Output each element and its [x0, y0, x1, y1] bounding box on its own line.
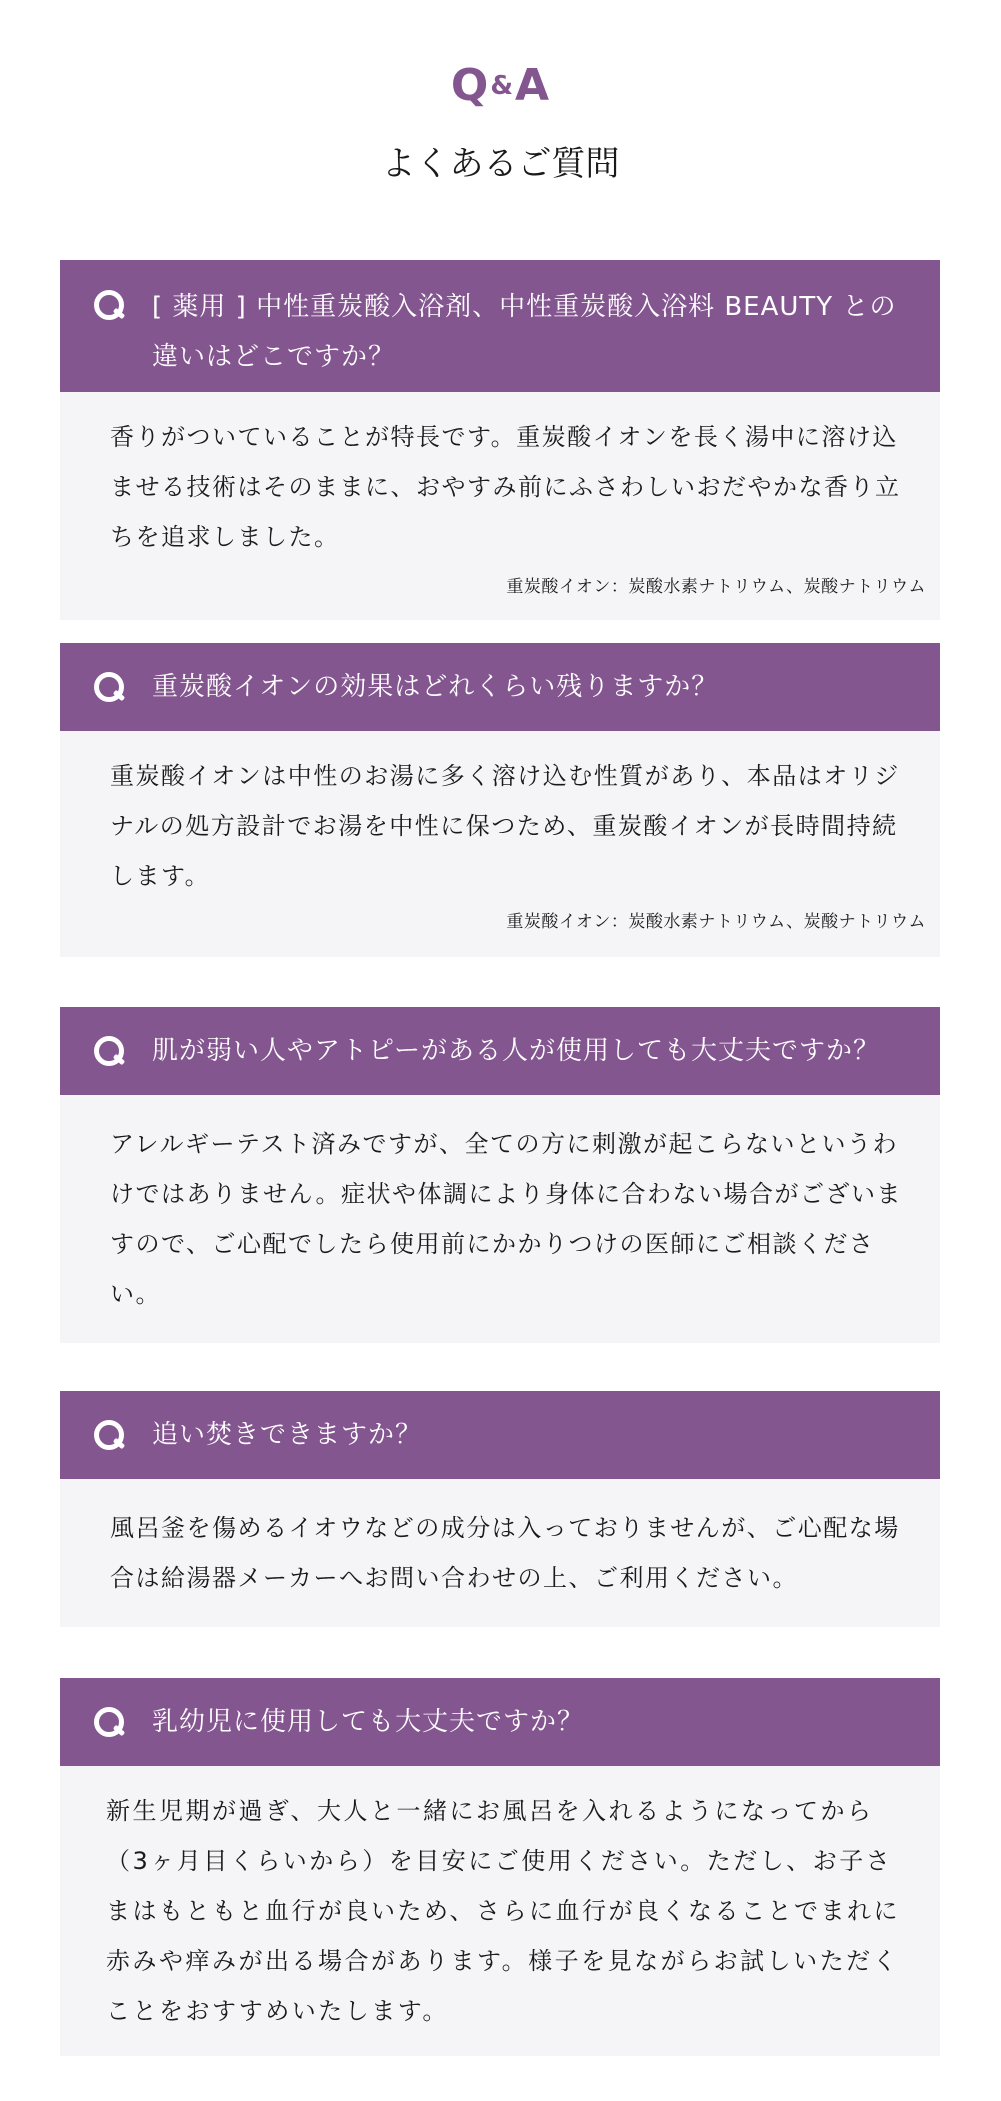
question-bar	[60, 1007, 940, 1095]
answer-text: 風呂釜を傷めるイオウなどの成分は入っておりませんが、ご心配な場合は給湯器メーカーへお問い合わせの上、ご利用ください。	[110, 1514, 900, 1592]
answer-box	[60, 1766, 940, 2056]
answer-footnote: 重炭酸イオン：炭酸水素ナトリウム、炭酸ナトリウム	[506, 577, 926, 597]
answer-text: 重炭酸イオンは中性のお湯に多く溶け込む性質があり、本品はオリジナルの処方設計でお湯を中性に保つため、重炭酸イオンが長時間持続します。	[110, 762, 900, 890]
qa-logo-mark	[0, 58, 1001, 114]
question-text: 追い焚きできますか？	[152, 1420, 423, 1450]
qa-item-1	[60, 260, 940, 620]
answer-box	[60, 392, 940, 620]
question-text: 肌が弱い人やアトピーがある人が使用しても大丈夫ですか？	[152, 1036, 880, 1066]
answer-text: アレルギーテスト済みですが、全ての方に刺激が起こらないというわけではありません。症状や体調により身体に合わない場合がございますので、ご心配でしたら使用前にかかりつけの医師にご相談ください。	[110, 1130, 902, 1308]
qa-item-2	[60, 643, 940, 957]
answer-text: 香りがついていることが特長です。重炭酸イオンを長く湯中に溶け込ませる技術はそのままに、おやすみ前にふさわしいおだやかな香り立ちを追求しました。	[110, 423, 901, 551]
answer-box	[60, 1095, 940, 1343]
q-icon	[94, 290, 124, 320]
answer-box	[60, 731, 940, 957]
logo-letter-q: Q	[450, 60, 490, 111]
answer-footnote: 重炭酸イオン：炭酸水素ナトリウム、炭酸ナトリウム	[506, 912, 926, 932]
question-text: [ 薬用 ] 中性重炭酸入浴剤、中性重炭酸入浴料 BEAUTY との違いはどこですか？	[152, 292, 897, 372]
question-bar	[60, 1678, 940, 1766]
q-icon	[94, 1420, 124, 1450]
question-bar	[60, 643, 940, 731]
qa-item-5	[60, 1678, 940, 2056]
question-bar	[60, 1391, 940, 1479]
question-text: 乳幼児に使用しても大丈夫ですか？	[152, 1707, 585, 1737]
q-icon	[94, 1707, 124, 1737]
answer-text: 新生児期が過ぎ、大人と一緒にお風呂を入れるようになってから（3ヶ月目くらいから）を目安にご使用ください。ただし、お子さまはもともと血行が良いため、さらに血行が良くなることでまれに赤みや痒みが出る場合があります。様子を見ながらお試しいただくことをおすすめいたします。	[106, 1797, 901, 2025]
logo-ampersand: &	[490, 71, 515, 101]
q-icon	[94, 1036, 124, 1066]
answer-box	[60, 1479, 940, 1627]
q-icon	[94, 672, 124, 702]
logo-letter-a: A	[515, 60, 551, 111]
question-bar	[60, 260, 940, 392]
qa-item-3	[60, 1007, 940, 1343]
qa-item-4	[60, 1391, 940, 1627]
page-title: よくあるご質問	[381, 144, 620, 184]
question-text: 重炭酸イオンの効果はどれくらい残りますか？	[152, 672, 719, 702]
